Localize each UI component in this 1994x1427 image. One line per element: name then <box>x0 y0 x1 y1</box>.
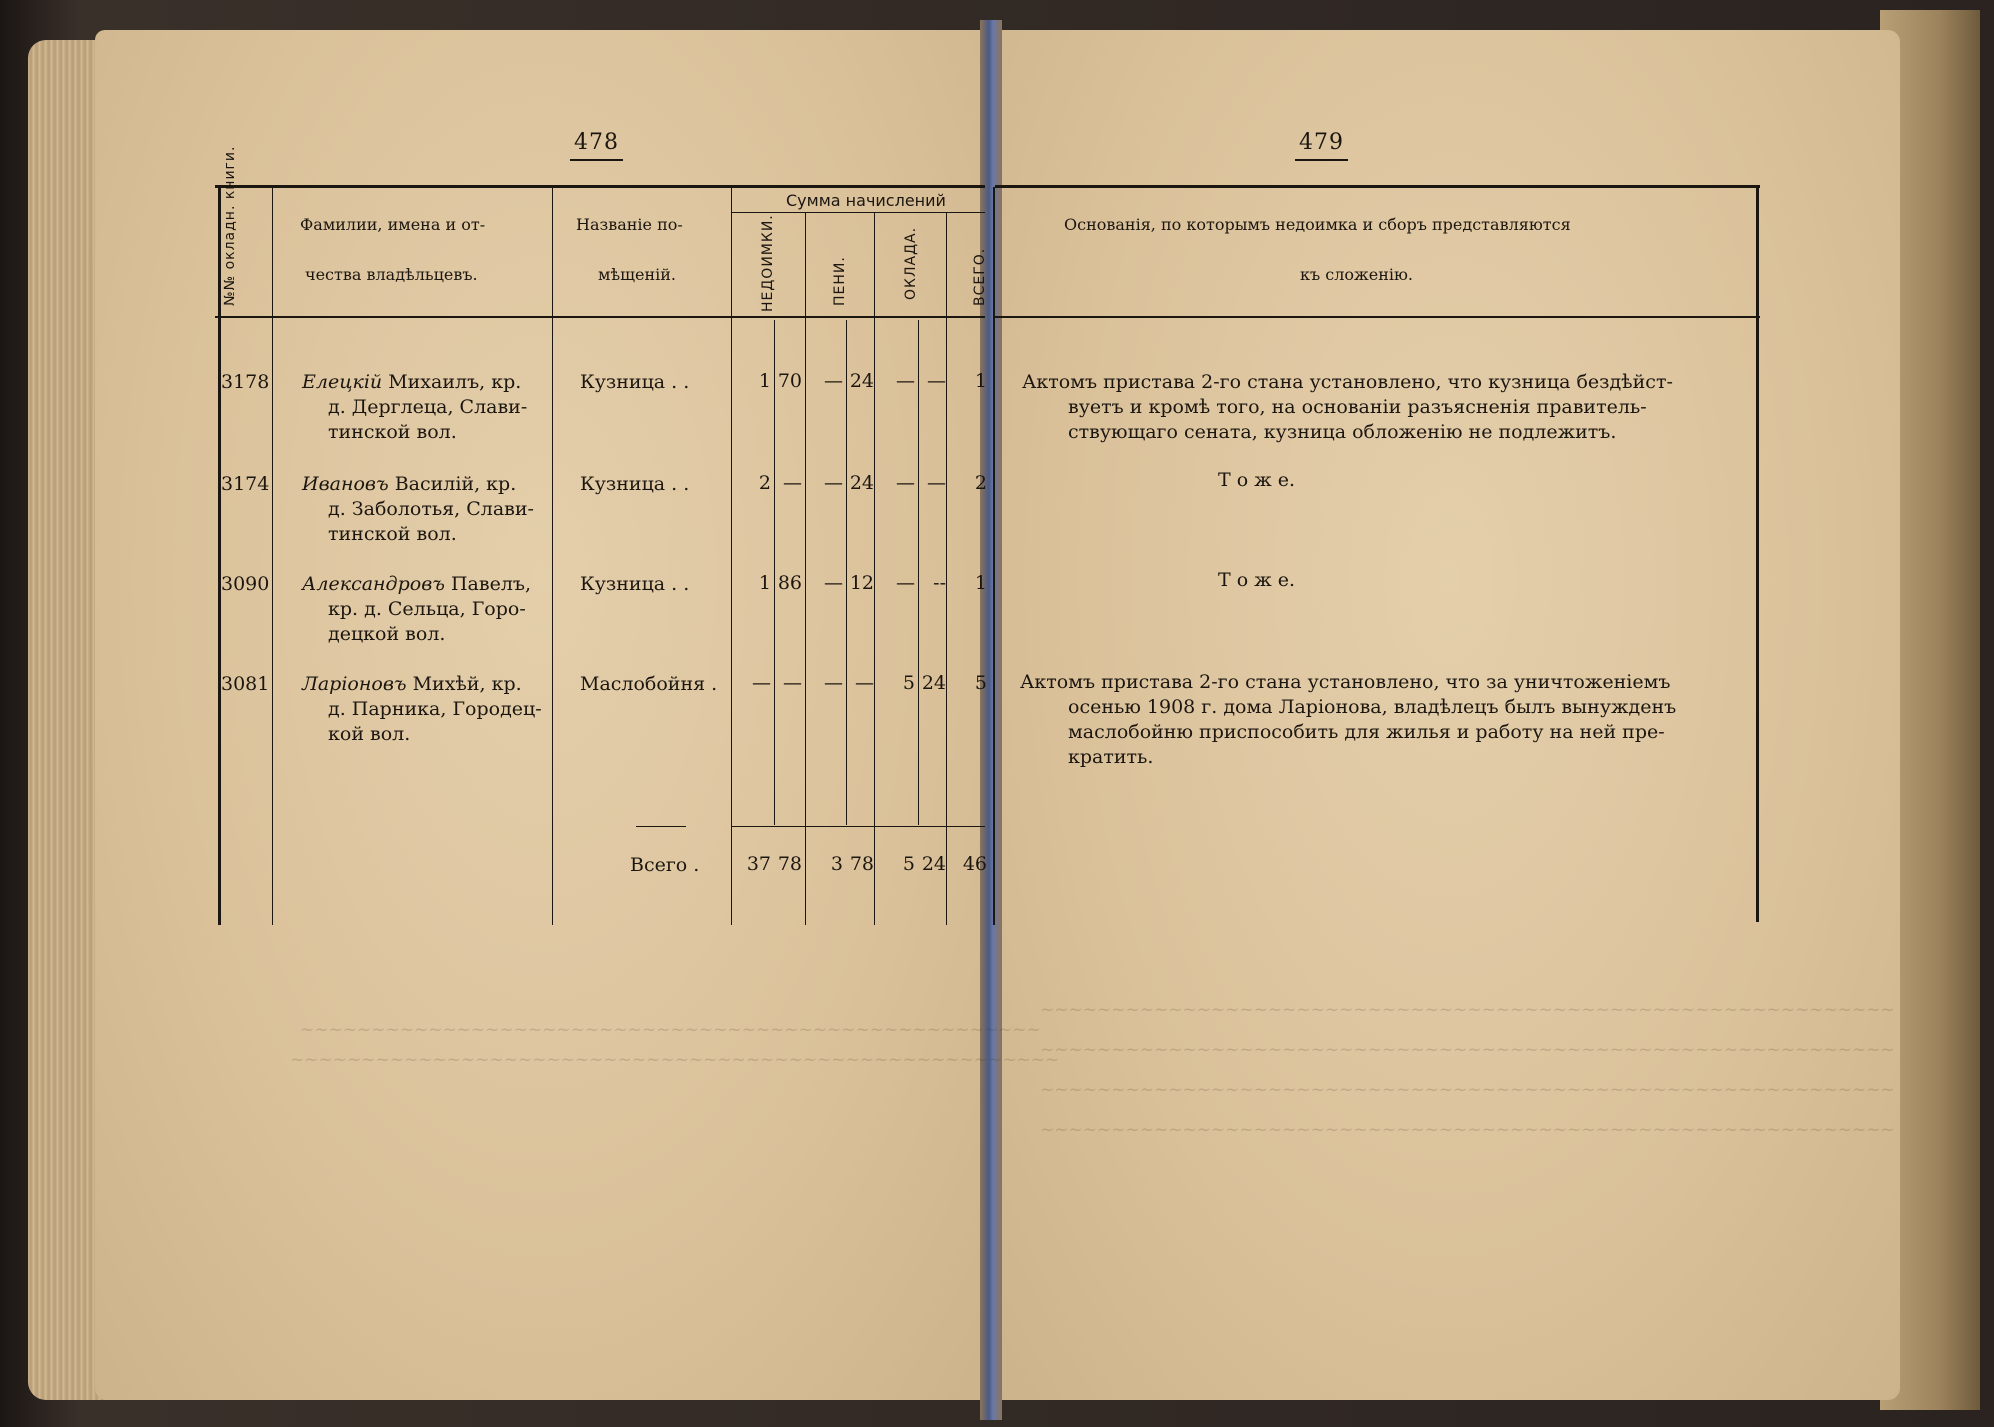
totals-total: 46 <box>962 853 987 875</box>
row-arrears-rub: — <box>752 672 771 694</box>
header-premise-line2: мѣщеній. <box>598 265 676 284</box>
row-salary-kop: -- <box>933 572 946 594</box>
row-total: 2 <box>974 472 987 494</box>
row-owner-line3: тинской вол. <box>328 421 457 443</box>
row-penalty-rub: — <box>824 672 843 694</box>
row-premise: Маслобойня . <box>580 673 718 695</box>
row-owner-line3: тинской вол. <box>328 523 457 545</box>
row-penalty-kop: 24 <box>849 370 874 392</box>
row-owner-line1: Михѣй, кр. <box>412 673 522 695</box>
row-grounds-line4: кратить. <box>1068 746 1154 768</box>
row-penalty-rub: — <box>824 472 843 494</box>
table-top-rule <box>995 185 1760 188</box>
column-rule <box>552 187 553 925</box>
row-book-number: 3174 <box>221 473 270 495</box>
bleed-through-text: ~~~~~~~~~~~~~~~~~~~~~~~~~~~~~~~~~~~~~~~~~~~~~~~~~~~~~~~~~~~~ <box>1040 1120 1895 1140</box>
totals-rule <box>636 826 686 827</box>
row-salary-rub: — <box>896 572 915 594</box>
row-owner <box>302 572 531 597</box>
header-book-number: №№ окладн. книги. <box>222 145 238 306</box>
row-salary-kop: — <box>927 472 946 494</box>
book-spine <box>980 20 1002 1420</box>
row-owner-line3: децкой вол. <box>328 623 446 645</box>
header-salary: ОКЛАДА. <box>903 226 919 300</box>
bleed-through-text: ~~~~~~~~~~~~~~~~~~~~~~~~~~~~~~~~~~~~~~~~~~~~~~~~~~~~~~~~~~~~ <box>1040 1040 1895 1060</box>
row-owner-line1: Михаилъ, кр. <box>388 371 522 393</box>
header-arrears: НЕДОИМКИ. <box>760 214 776 312</box>
bleed-through-text: ~~~~~~~~~~~~~~~~~~~~~~~~~~~~~~~~~~~~~~~~~~~~~~~~~~~~ <box>300 1020 1041 1040</box>
row-grounds-line1: Т о ж е. <box>1218 569 1295 591</box>
totals-salary-rub: 5 <box>902 853 915 875</box>
totals-arrears-kop: 78 <box>777 853 802 875</box>
row-penalty-rub: — <box>824 370 843 392</box>
column-rule <box>805 213 806 925</box>
row-grounds-line3: маслобойню приспособить для жилья и работу на ней пре- <box>1068 721 1665 743</box>
page-number-right: 479 <box>1295 130 1348 161</box>
header-bottom-rule <box>995 316 1760 318</box>
row-owner <box>302 672 522 697</box>
row-book-number: 3081 <box>221 673 270 695</box>
row-premise: Кузница . . <box>580 473 690 495</box>
totals-label: Всего . <box>630 854 700 876</box>
totals-arrears-rub: 37 <box>746 853 771 875</box>
row-salary-rub: — <box>896 370 915 392</box>
row-owner-line1: Василій, кр. <box>394 473 517 495</box>
row-penalty-kop: — <box>855 672 874 694</box>
column-rule <box>218 187 221 925</box>
column-rule <box>874 213 875 925</box>
row-total: 1 <box>974 370 987 392</box>
header-sum-group: Сумма начислений <box>786 191 946 210</box>
row-salary-kop: 24 <box>921 672 946 694</box>
row-surname: Ларіоновъ <box>302 673 407 695</box>
row-penalty-rub: — <box>824 572 843 594</box>
row-owner-line2: д. Дерглеца, Слави- <box>328 396 528 418</box>
header-grounds-line2: къ сложенію. <box>1300 265 1414 284</box>
row-owner-line2: кр. д. Сельца, Горо- <box>328 598 526 620</box>
header-premise-line1: Названіе по- <box>576 215 683 234</box>
row-book-number: 3178 <box>221 371 270 393</box>
row-arrears-kop: 70 <box>777 370 802 392</box>
row-salary-kop: — <box>927 370 946 392</box>
row-salary-rub: — <box>896 472 915 494</box>
header-penalty: ПЕНИ. <box>832 256 848 306</box>
totals-penalty-rub: 3 <box>830 853 843 875</box>
row-grounds-line1: Актомъ пристава 2-го стана установлено, что кузница бездѣйст- <box>1022 371 1673 393</box>
column-rule <box>946 213 947 925</box>
row-grounds-line2: осенью 1908 г. дома Ларіонова, владѣлецъ былъ вынужденъ <box>1068 696 1677 718</box>
table-right-border <box>1756 187 1759 922</box>
row-surname: Александровъ <box>302 573 445 595</box>
header-total: ВСЕГО. <box>972 247 988 306</box>
row-owner-line2: д. Заболотья, Слави- <box>328 498 534 520</box>
column-rule <box>731 187 732 925</box>
row-owner-line2: д. Парника, Городец- <box>328 698 542 720</box>
row-arrears-rub: 1 <box>758 370 771 392</box>
header-grounds-line1: Основанія, по которымъ недоимка и сборъ представляются <box>1064 215 1571 234</box>
row-penalty-kop: 24 <box>849 472 874 494</box>
column-rule <box>993 187 995 925</box>
header-owner-line1: Фамилии, имена и от- <box>300 215 486 234</box>
bleed-through-text: ~~~~~~~~~~~~~~~~~~~~~~~~~~~~~~~~~~~~~~~~~~~~~~~~~~~~~~~~~~~~ <box>1040 1000 1895 1020</box>
row-arrears-kop: 86 <box>777 572 802 594</box>
row-owner-line3: кой вол. <box>328 723 411 745</box>
row-premise: Кузница . . <box>580 371 690 393</box>
row-surname: Елецкій <box>302 371 383 393</box>
row-grounds-line1: Актомъ пристава 2-го стана установлено, что за уничтоженіемъ <box>1020 671 1671 693</box>
totals-penalty-kop: 78 <box>849 853 874 875</box>
row-arrears-kop: — <box>783 672 802 694</box>
header-bottom-rule <box>215 316 985 318</box>
row-arrears-rub: 2 <box>758 472 771 494</box>
column-rule <box>272 187 273 925</box>
row-owner <box>302 472 516 497</box>
totals-rule <box>732 826 985 827</box>
row-penalty-kop: 12 <box>849 572 874 594</box>
row-salary-rub: 5 <box>902 672 915 694</box>
row-arrears-rub: 1 <box>758 572 771 594</box>
row-owner <box>302 370 521 395</box>
row-grounds-line2: вуетъ и кромѣ того, на основаніи разъясненія правитель- <box>1068 396 1647 418</box>
row-surname: Ивановъ <box>302 473 389 495</box>
row-book-number: 3090 <box>221 573 270 595</box>
row-owner-line1: Павелъ, <box>450 573 532 595</box>
row-arrears-kop: — <box>783 472 802 494</box>
page-number-left: 478 <box>570 130 623 161</box>
row-grounds-line1: Т о ж е. <box>1218 469 1295 491</box>
totals-salary-kop: 24 <box>921 853 946 875</box>
bleed-through-text: ~~~~~~~~~~~~~~~~~~~~~~~~~~~~~~~~~~~~~~~~~~~~~~~~~~~~~~~~~~~~ <box>1040 1080 1895 1100</box>
header-owner-line2: чества владѣльцевъ. <box>305 265 478 284</box>
row-total: 1 <box>974 572 987 594</box>
row-total: 5 <box>974 672 987 694</box>
row-grounds-line3: ствующаго сената, кузница обложенію не подлежитъ. <box>1068 421 1617 443</box>
bleed-through-text: ~~~~~~~~~~~~~~~~~~~~~~~~~~~~~~~~~~~~~~~~~~~~~~~~~~~~~~ <box>290 1050 1060 1070</box>
row-premise: Кузница . . <box>580 573 690 595</box>
